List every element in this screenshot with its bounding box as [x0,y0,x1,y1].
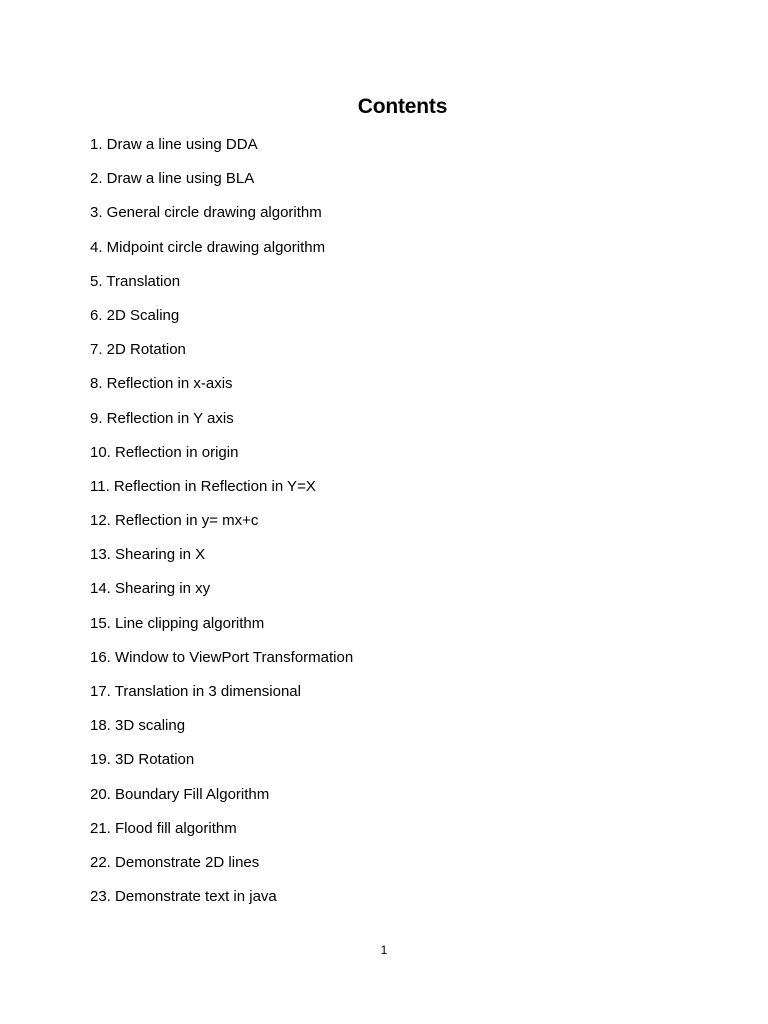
table-of-contents [90,134,353,920]
toc-item: 11. Reflection in Reflection in Y=X [90,477,316,495]
toc-item: 8. Reflection in x-axis [90,375,233,393]
toc-item: 6. 2D Scaling [90,306,180,324]
toc-item: 23. Demonstrate text in java [90,888,277,906]
toc-item: 12. Reflection in y= mx+c [90,512,259,530]
toc-item: 2. Draw a line using BLA [90,170,255,188]
toc-item: 17. Translation in 3 dimensional [90,683,301,700]
toc-item: 7. 2D Rotation [90,341,186,359]
page-title: Contents [357,95,448,118]
toc-item: 1. Draw a line using DDA [90,136,258,153]
toc-item: 15. Line clipping algorithm [90,614,265,632]
toc-item: 10. Reflection in origin [90,443,239,461]
toc-item: 18. 3D scaling [90,717,186,735]
toc-item: 16. Window to ViewPort Transformation [90,648,354,666]
toc-item: 9. Reflection in Y axis [90,409,234,427]
toc-item: 20. Boundary Fill Algorithm [90,785,270,803]
toc-item: 3. General circle drawing algorithm [90,204,322,222]
toc-item: 22. Demonstrate 2D lines [90,853,260,871]
toc-item: 5. Translation [90,272,181,290]
toc-item: 21. Flood fill algorithm [90,819,237,837]
toc-item: 13. Shearing in X [90,546,206,564]
toc-item: 14. Shearing in xy [90,580,211,598]
page-number: 1 [380,943,388,957]
toc-item: 19. 3D Rotation [90,751,195,769]
toc-item: 4. Midpoint circle drawing algorithm [90,238,326,256]
